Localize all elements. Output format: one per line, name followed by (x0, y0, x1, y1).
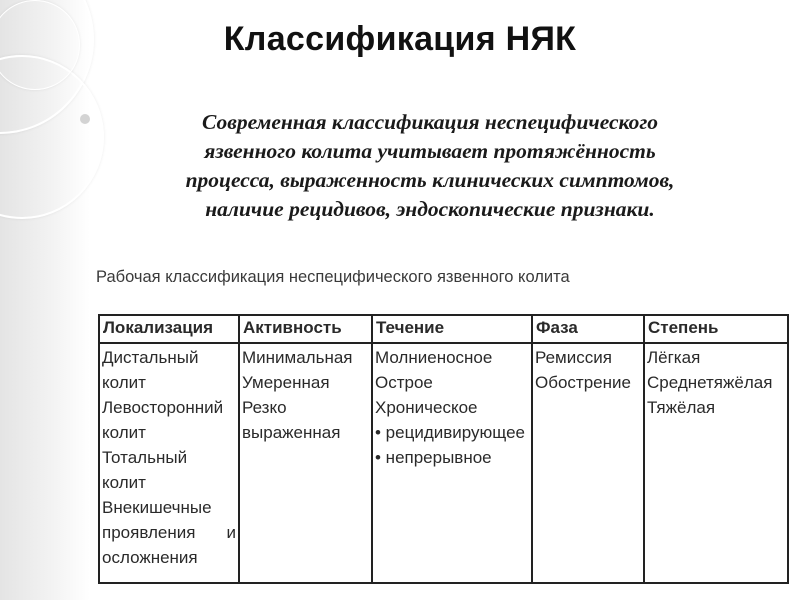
cell-line: колит (102, 423, 146, 442)
cell-line: колит (102, 373, 146, 392)
cell-activity (239, 343, 372, 583)
cell-localization (99, 343, 239, 583)
cell-line: Острое (375, 373, 433, 392)
cell-line: • непрерывное (375, 448, 492, 467)
cell-line: Минимальная (242, 348, 353, 367)
classification-table (98, 314, 789, 584)
cell-line: осложнения (102, 548, 198, 567)
table-row (99, 343, 788, 583)
header-activity: Активность (239, 315, 372, 343)
header-localization: Локализация (99, 315, 239, 343)
cell-severity (644, 343, 788, 583)
cell-line: Левосторонний (102, 398, 224, 417)
header-phase: Фаза (532, 315, 644, 343)
cell-line: • рецидивирующее (375, 423, 525, 442)
header-severity: Степень (644, 315, 788, 343)
cell-line: Умеренная (242, 373, 330, 392)
cell-line: Среднетяжёлая (647, 373, 773, 392)
cell-line: выраженная (242, 423, 341, 442)
cell-line: проявления и (102, 523, 236, 542)
intro-line: наличие рецидивов, эндоскопические признаки. (205, 197, 655, 221)
cell-line: Лёгкая (647, 348, 701, 367)
intro-line: язвенного колита учитывает протяжённость (204, 139, 656, 163)
bullet-point-icon (80, 114, 90, 124)
cell-line: Тяжёлая (647, 398, 716, 417)
cell-line: Хроническое (375, 398, 478, 417)
table-header-row (99, 315, 788, 343)
cell-line: Молниеносное (375, 348, 493, 367)
cell-line: Тотальный (102, 448, 188, 467)
cell-line: Резко (242, 398, 287, 417)
intro-paragraph (90, 108, 770, 224)
intro-line: Современная классификация неспецифического (201, 110, 659, 134)
cell-course (372, 343, 532, 583)
table-caption: Рабочая классификация неспецифического язвенного колита (96, 268, 570, 286)
cell-phase (532, 343, 644, 583)
cell-line: Внекишечные (102, 498, 212, 517)
intro-line: процесса, выраженность клинических симптомов, (185, 168, 675, 192)
cell-line: колит (102, 473, 146, 492)
classification-scan (90, 256, 792, 586)
header-course: Течение (372, 315, 532, 343)
cell-line: Обострение (535, 373, 631, 392)
cell-line: Ремиссия (535, 348, 612, 367)
slide-title: Классификация НЯК (223, 20, 577, 58)
cell-line: Дистальный (102, 348, 199, 367)
